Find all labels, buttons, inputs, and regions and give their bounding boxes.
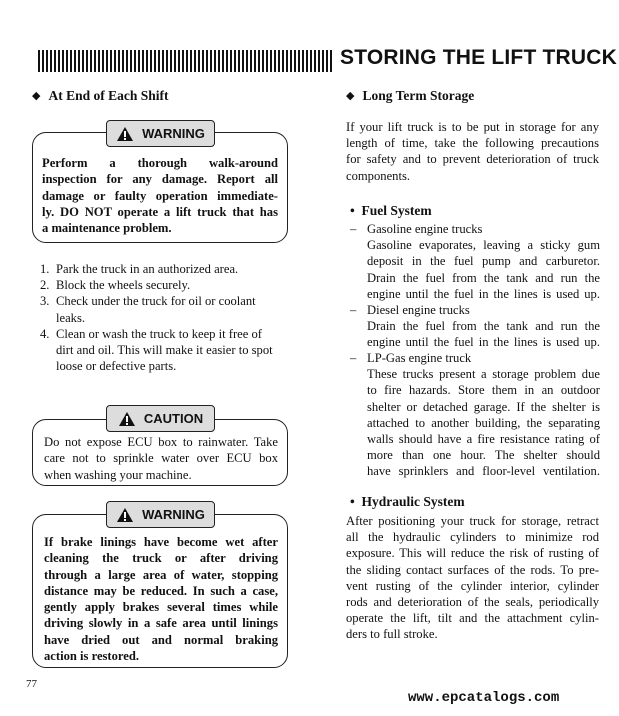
warning-line: through a large area of water, stopping bbox=[44, 567, 278, 582]
section-heading-text: At End of Each Shift bbox=[48, 88, 169, 103]
header-bar bbox=[222, 50, 224, 72]
hydraulic-system-heading bbox=[350, 494, 465, 510]
footer-url: www.epcatalogs.com bbox=[408, 690, 560, 706]
header-bar bbox=[130, 50, 132, 72]
header-bar bbox=[298, 50, 300, 72]
diamond-bullet-icon: ◆ bbox=[32, 90, 41, 102]
warning-label bbox=[106, 501, 215, 528]
header-bar bbox=[282, 50, 284, 72]
caution-line: when washing your machine. bbox=[44, 467, 192, 482]
fuel-item-line: Gasoline evaporates, leaving a sticky gum bbox=[367, 238, 600, 253]
diamond-bullet-icon: ◆ bbox=[346, 90, 355, 102]
warning-line: ly. DO NOT operate a lift truck that has bbox=[42, 204, 278, 219]
fuel-item-line: shelter or detached garage. If the shelter is bbox=[367, 399, 600, 414]
header-bar bbox=[326, 50, 328, 72]
header-bar bbox=[318, 50, 320, 72]
dash-marker: – bbox=[350, 222, 357, 236]
header-bar bbox=[50, 50, 52, 72]
warning-line: Perform a thorough walk-around bbox=[42, 156, 278, 170]
header-bar bbox=[214, 50, 216, 72]
paragraph-line: exposure. This will reduce the risk of rusting of bbox=[346, 546, 599, 561]
warning-triangle-icon bbox=[116, 507, 134, 523]
section-heading-text: Long Term Storage bbox=[362, 88, 475, 103]
warning-line: a maintenance problem. bbox=[42, 221, 172, 236]
header-bar bbox=[42, 50, 44, 72]
header-bar bbox=[86, 50, 88, 72]
header-bar bbox=[162, 50, 164, 72]
fuel-item-gasoline bbox=[350, 221, 600, 302]
header-bar bbox=[166, 50, 168, 72]
header-bar bbox=[302, 50, 304, 72]
header-bar bbox=[230, 50, 232, 72]
header-bar bbox=[110, 50, 112, 72]
header-bar bbox=[118, 50, 120, 72]
list-line: Clean or wash the truck to keep it free of bbox=[56, 326, 262, 341]
header-bar bbox=[138, 50, 140, 72]
paragraph-line: ders to full stroke. bbox=[346, 627, 438, 642]
header-bar bbox=[290, 50, 292, 72]
fuel-item-line: have sprinklers and floor-level ventilation. bbox=[367, 464, 600, 479]
paragraph-line: the sliding contact surfaces of the rods. To pre- bbox=[346, 562, 599, 577]
warning-line: driving slowly in a safe area until linings bbox=[44, 616, 278, 631]
list-text: Park the truck in an authorized area. bbox=[56, 262, 239, 276]
paragraph-line: for safety and to prevent deterioration of truck bbox=[346, 152, 599, 167]
caution-label-text: CAUTION bbox=[143, 411, 204, 426]
hydraulic-paragraph bbox=[346, 513, 599, 643]
warning-label-text: WARNING bbox=[142, 126, 205, 141]
paragraph-line: components. bbox=[346, 168, 411, 183]
header-bar bbox=[330, 50, 332, 72]
caution-line: care not to sprinkle water over ECU box bbox=[44, 451, 278, 466]
paragraph-line: all the hydraulic cylinders to minimize rod bbox=[346, 530, 599, 545]
shift-steps-list bbox=[40, 261, 290, 374]
header-bar bbox=[62, 50, 64, 72]
header-bar bbox=[266, 50, 268, 72]
warning-line: cleaning the truck or after driving bbox=[44, 551, 278, 566]
list-item bbox=[40, 277, 290, 293]
warning-label-text: WARNING bbox=[142, 507, 205, 522]
header-bar bbox=[46, 50, 48, 72]
warning-label bbox=[106, 120, 215, 147]
list-text bbox=[56, 326, 273, 375]
list-text bbox=[56, 293, 256, 325]
fuel-item-title: LP-Gas engine truck bbox=[367, 351, 472, 365]
paragraph-line: After positioning your truck for storage, retract bbox=[346, 514, 599, 528]
fuel-item-diesel bbox=[350, 302, 600, 351]
header-bar bbox=[194, 50, 196, 72]
fuel-item-line: Drain the fuel from the tank and run the bbox=[367, 319, 600, 334]
header-bar bbox=[218, 50, 220, 72]
intro-paragraph bbox=[346, 119, 599, 184]
warning-line: have dried out and normal braking bbox=[44, 632, 278, 647]
fuel-item-line: engine until the fuel in the lines is used up. bbox=[367, 286, 600, 301]
header-bar bbox=[126, 50, 128, 72]
header-bar bbox=[278, 50, 280, 72]
fuel-system-heading-text: Fuel System bbox=[361, 203, 432, 218]
section-heading-long-term-storage bbox=[346, 88, 474, 104]
header-bar bbox=[306, 50, 308, 72]
paragraph-line: If your lift truck is to be put in storage for any bbox=[346, 120, 599, 134]
warning-line: If brake linings have become wet after bbox=[44, 535, 278, 549]
warning-line: action is restored. bbox=[44, 649, 140, 664]
header-bar bbox=[254, 50, 256, 72]
hydraulic-system-heading-text: Hydraulic System bbox=[361, 494, 465, 509]
fuel-item-line: deposit in the fuel pump and carburetor. bbox=[367, 254, 600, 269]
header-bar bbox=[178, 50, 180, 72]
warning-text bbox=[44, 534, 278, 664]
list-line: leaks. bbox=[56, 310, 86, 325]
header-bar bbox=[78, 50, 80, 72]
bullet-icon: • bbox=[350, 203, 355, 218]
header-bar bbox=[238, 50, 240, 72]
header-bar bbox=[234, 50, 236, 72]
fuel-item-line: walls should have a fire resistance rating of bbox=[367, 432, 600, 447]
header-bar bbox=[150, 50, 152, 72]
warning-line: gently apply brakes several times while bbox=[44, 600, 278, 615]
fuel-item-line: Drain the fuel from the tank and run the bbox=[367, 270, 600, 285]
header-bar bbox=[270, 50, 272, 72]
header-bar bbox=[106, 50, 108, 72]
header-bar bbox=[206, 50, 208, 72]
fuel-item-line: These trucks present a storage problem due bbox=[367, 367, 600, 382]
warning-line: inspection for any damage. Report all bbox=[42, 172, 278, 187]
header-bar bbox=[70, 50, 72, 72]
fuel-item-lp-gas bbox=[350, 350, 600, 480]
fuel-item-line: engine until the fuel in the lines is used up. bbox=[367, 335, 600, 350]
warning-triangle-icon bbox=[118, 411, 136, 427]
header-bar bbox=[82, 50, 84, 72]
dash-marker: – bbox=[350, 351, 357, 365]
header-bar bbox=[198, 50, 200, 72]
header-bar bbox=[274, 50, 276, 72]
list-number: 2. bbox=[40, 278, 50, 293]
header-bar bbox=[114, 50, 116, 72]
header-bar bbox=[262, 50, 264, 72]
header-bar bbox=[66, 50, 68, 72]
warning-line: distance may be reduced. In such a case, bbox=[44, 583, 278, 598]
list-item bbox=[40, 326, 290, 375]
header-bar bbox=[90, 50, 92, 72]
dash-marker: – bbox=[350, 303, 357, 317]
fuel-item-line: attached to another building, the separating bbox=[367, 415, 600, 430]
warning-text bbox=[42, 155, 278, 236]
header-bar bbox=[154, 50, 156, 72]
header-bar bbox=[226, 50, 228, 72]
header-bar bbox=[122, 50, 124, 72]
list-text: Block the wheels securely. bbox=[56, 278, 191, 293]
header-bar bbox=[202, 50, 204, 72]
header-bar bbox=[102, 50, 104, 72]
list-line: dirt and oil. This will make it easier to spot bbox=[56, 343, 273, 358]
header-bar bbox=[294, 50, 296, 72]
list-number: 4. bbox=[40, 326, 50, 341]
caution-line: Do not expose ECU box to rainwater. Take bbox=[44, 435, 278, 449]
section-heading-end-of-shift bbox=[32, 88, 169, 104]
caution-text bbox=[44, 434, 278, 483]
caution-label bbox=[106, 405, 215, 432]
paragraph-line: operate the lift, tilt and the attachment cylin- bbox=[346, 611, 599, 626]
header-bar bbox=[58, 50, 60, 72]
page-number: 77 bbox=[26, 678, 37, 690]
header-bars-decoration bbox=[38, 50, 333, 72]
header-bar bbox=[158, 50, 160, 72]
header-bar bbox=[250, 50, 252, 72]
header-bar bbox=[322, 50, 324, 72]
header-bar bbox=[142, 50, 144, 72]
fuel-item-line: more than one hour. The shelter should bbox=[367, 448, 600, 463]
paragraph-line: length of time, take the following precautions bbox=[346, 136, 599, 151]
header-bar bbox=[98, 50, 100, 72]
list-line: loose or defective parts. bbox=[56, 359, 177, 374]
header-bar bbox=[174, 50, 176, 72]
header-bar bbox=[182, 50, 184, 72]
paragraph-line: rods and deterioration of the seals, periodically bbox=[346, 595, 599, 610]
list-item bbox=[40, 293, 290, 325]
header-bar bbox=[314, 50, 316, 72]
header-bar bbox=[190, 50, 192, 72]
header-bar bbox=[286, 50, 288, 72]
header-bar bbox=[38, 50, 40, 72]
list-item bbox=[40, 261, 290, 277]
header-bar bbox=[54, 50, 56, 72]
warning-triangle-icon bbox=[116, 126, 134, 142]
header-bar bbox=[310, 50, 312, 72]
list-line: Check under the truck for oil or coolant bbox=[56, 294, 256, 309]
page-title: STORING THE LIFT TRUCK bbox=[340, 46, 618, 69]
header-bar bbox=[210, 50, 212, 72]
paragraph-line: vent rusting of the cylinder interior, cylinder bbox=[346, 578, 599, 593]
header-bar bbox=[258, 50, 260, 72]
fuel-system-heading bbox=[350, 203, 432, 219]
header-bar bbox=[94, 50, 96, 72]
list-number: 3. bbox=[40, 294, 50, 309]
fuel-item-title: Diesel engine trucks bbox=[367, 303, 470, 317]
warning-line: damage or faulty operation immediate- bbox=[42, 188, 278, 203]
header-bar bbox=[186, 50, 188, 72]
header-bar bbox=[242, 50, 244, 72]
bullet-icon: • bbox=[350, 494, 355, 509]
header-bar bbox=[74, 50, 76, 72]
header-bar bbox=[134, 50, 136, 72]
header-bar bbox=[146, 50, 148, 72]
header-bar bbox=[170, 50, 172, 72]
fuel-item-line: to fire hazards. Store them in an outdoor bbox=[367, 383, 600, 398]
header-bar bbox=[246, 50, 248, 72]
fuel-item-title: Gasoline engine trucks bbox=[367, 222, 483, 236]
list-number: 1. bbox=[40, 262, 50, 276]
